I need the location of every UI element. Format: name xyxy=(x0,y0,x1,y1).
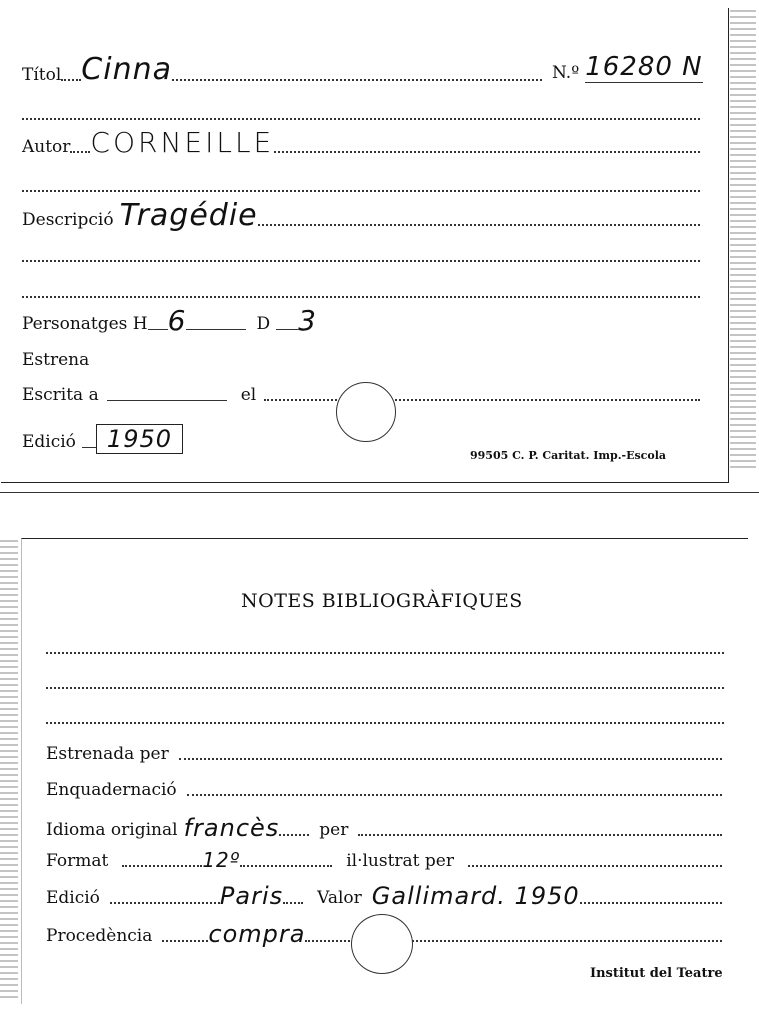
valor-label: Valor xyxy=(317,888,362,908)
format-row xyxy=(46,848,722,871)
estrena-row xyxy=(22,350,172,370)
notes-line-3 xyxy=(46,722,724,724)
institution-imprint: Institut del Teatre xyxy=(590,966,723,981)
num-row xyxy=(552,52,702,83)
scan-edge-noise xyxy=(730,10,756,470)
per-label: per xyxy=(319,820,349,840)
scan-edge-noise-left xyxy=(0,540,18,1000)
idioma-label: Idioma original xyxy=(46,820,178,840)
el-label: el xyxy=(240,385,257,405)
format-label: Format xyxy=(46,851,109,871)
personatges-d-value: 3 xyxy=(298,304,317,337)
titol-label: Títol xyxy=(22,65,62,85)
autor-value: CORNEILLE xyxy=(90,126,275,159)
autor-extra-line xyxy=(22,190,700,192)
procedencia-label: Procedència xyxy=(46,926,153,946)
escrita-label: Escrita a xyxy=(22,385,99,405)
descripcio-line-3 xyxy=(22,296,700,298)
idioma-value: francès xyxy=(183,814,280,842)
estrenada-label: Estrenada per xyxy=(46,744,169,764)
titol-row xyxy=(22,52,542,85)
format-value: 12º xyxy=(202,848,241,872)
valor-value: Gallimard. 1950 xyxy=(371,882,580,910)
num-label: N.º xyxy=(552,63,580,83)
notes-heading: NOTES BIBLIOGRÀFIQUES xyxy=(241,590,523,612)
enquadernacio-label: Enquadernació xyxy=(46,780,177,800)
stamp-circle-2 xyxy=(351,914,413,974)
edicio-label: Edició xyxy=(22,432,76,452)
edicio2-value: Paris xyxy=(219,882,284,910)
num-value: 16280 N xyxy=(585,52,703,82)
enquadernacio-row xyxy=(46,780,722,800)
edicio2-label: Edició xyxy=(46,888,100,908)
procedencia-value: compra xyxy=(208,920,306,948)
descripcio-row xyxy=(22,198,700,233)
titol-extra-line xyxy=(22,118,700,120)
titol-value: Cinna xyxy=(81,52,172,87)
personatges-label: Personatges H xyxy=(22,314,148,334)
edicio2-row xyxy=(46,882,722,908)
personatges-row xyxy=(22,304,700,337)
descripcio-label: Descripció xyxy=(22,210,114,230)
estrenada-row xyxy=(46,744,722,764)
descripcio-value: Tragédie xyxy=(119,198,258,233)
idioma-row xyxy=(46,814,722,840)
card-separator xyxy=(0,492,759,493)
descripcio-line-2 xyxy=(22,260,700,262)
autor-row xyxy=(22,126,700,157)
autor-label: Autor xyxy=(22,137,71,157)
notes-line-2 xyxy=(46,687,724,689)
printer-imprint: 99505 C. P. Caritat. Imp.-Escola xyxy=(470,449,667,462)
edicio-value-stamp: 1950 xyxy=(96,424,183,454)
notes-line-1 xyxy=(46,652,724,654)
stamp-circle xyxy=(336,382,396,442)
personatges-h-value: 6 xyxy=(167,304,187,337)
illustrat-label: il·lustrat per xyxy=(346,851,454,871)
personatges-d-label: D xyxy=(256,314,271,334)
estrena-label: Estrena xyxy=(22,350,90,370)
